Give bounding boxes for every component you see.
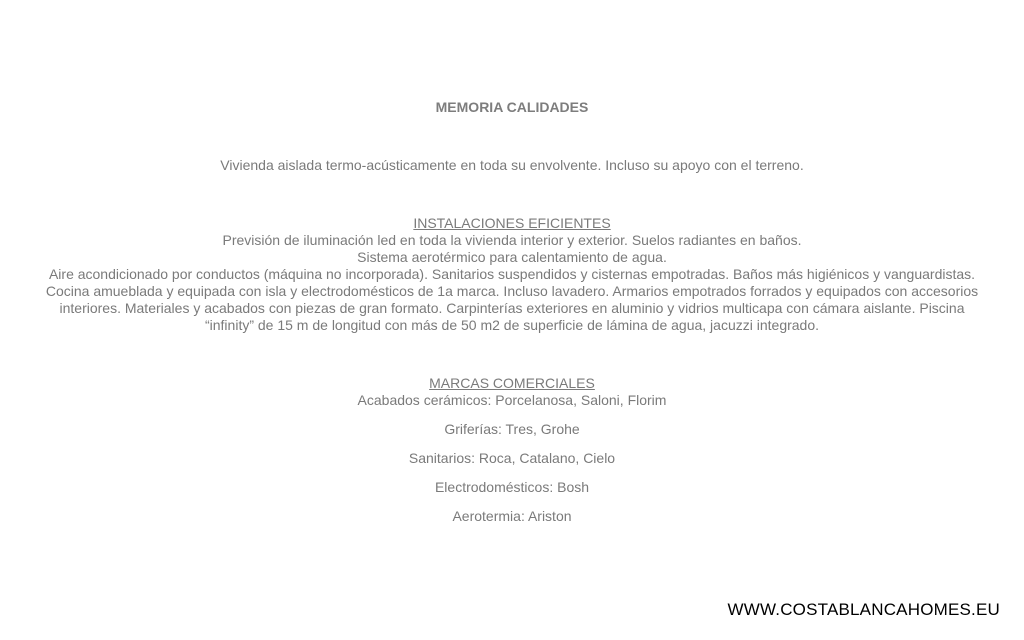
section-heading-marcas: MARCAS COMERCIALES [429,375,595,391]
section-instalaciones [40,215,984,334]
paragraph: Sistema aerotérmico para calentamiento de agua. [357,249,667,265]
brand-item: Griferías: Tres, Grohe [444,421,580,437]
brand-item: Electrodomésticos: Bosh [434,479,590,495]
brand-item: Sanitarios: Roca, Catalano, Cielo [408,450,616,466]
intro-text: Vivienda aislada termo-acústicamente en toda su envolvente. Incluso su apoyo con el terreno. [220,157,804,173]
brand-item: Aerotermia: Ariston [452,508,572,524]
website-url: WWW.COSTABLANCAHOMES.EU [727,600,1000,619]
page-title: MEMORIA CALIDADES [435,99,589,115]
section-marcas [40,375,984,537]
paragraph: Aire acondicionado por conductos (máquina no incorporada). Sanitarios suspendidos y cisternas empotradas. Baños más higiénicos y vanguardistas. Cocina amueblada y equipada con isla y electrodomésticos de 1a marca. Incluso lavadero. Armarios empotrados forrados y equipados con accesorios interiores. Materiales y acabados con piezas de gran formato. Carpinterías exteriores en aluminio y vidrios multicapa con cámara aislante. Piscina “infinity” de 15 m de longitud con más de 50 m2 de superficie de lámina de agua, jacuzzi integrado. [45,266,979,333]
brand-item: Acabados cerámicos: Porcelanosa, Saloni, Florim [357,392,667,408]
section-heading-instalaciones: INSTALACIONES EFICIENTES [413,215,611,231]
paragraph: Previsión de iluminación led en toda la vivienda interior y exterior. Suelos radiantes en baños. [222,232,802,248]
